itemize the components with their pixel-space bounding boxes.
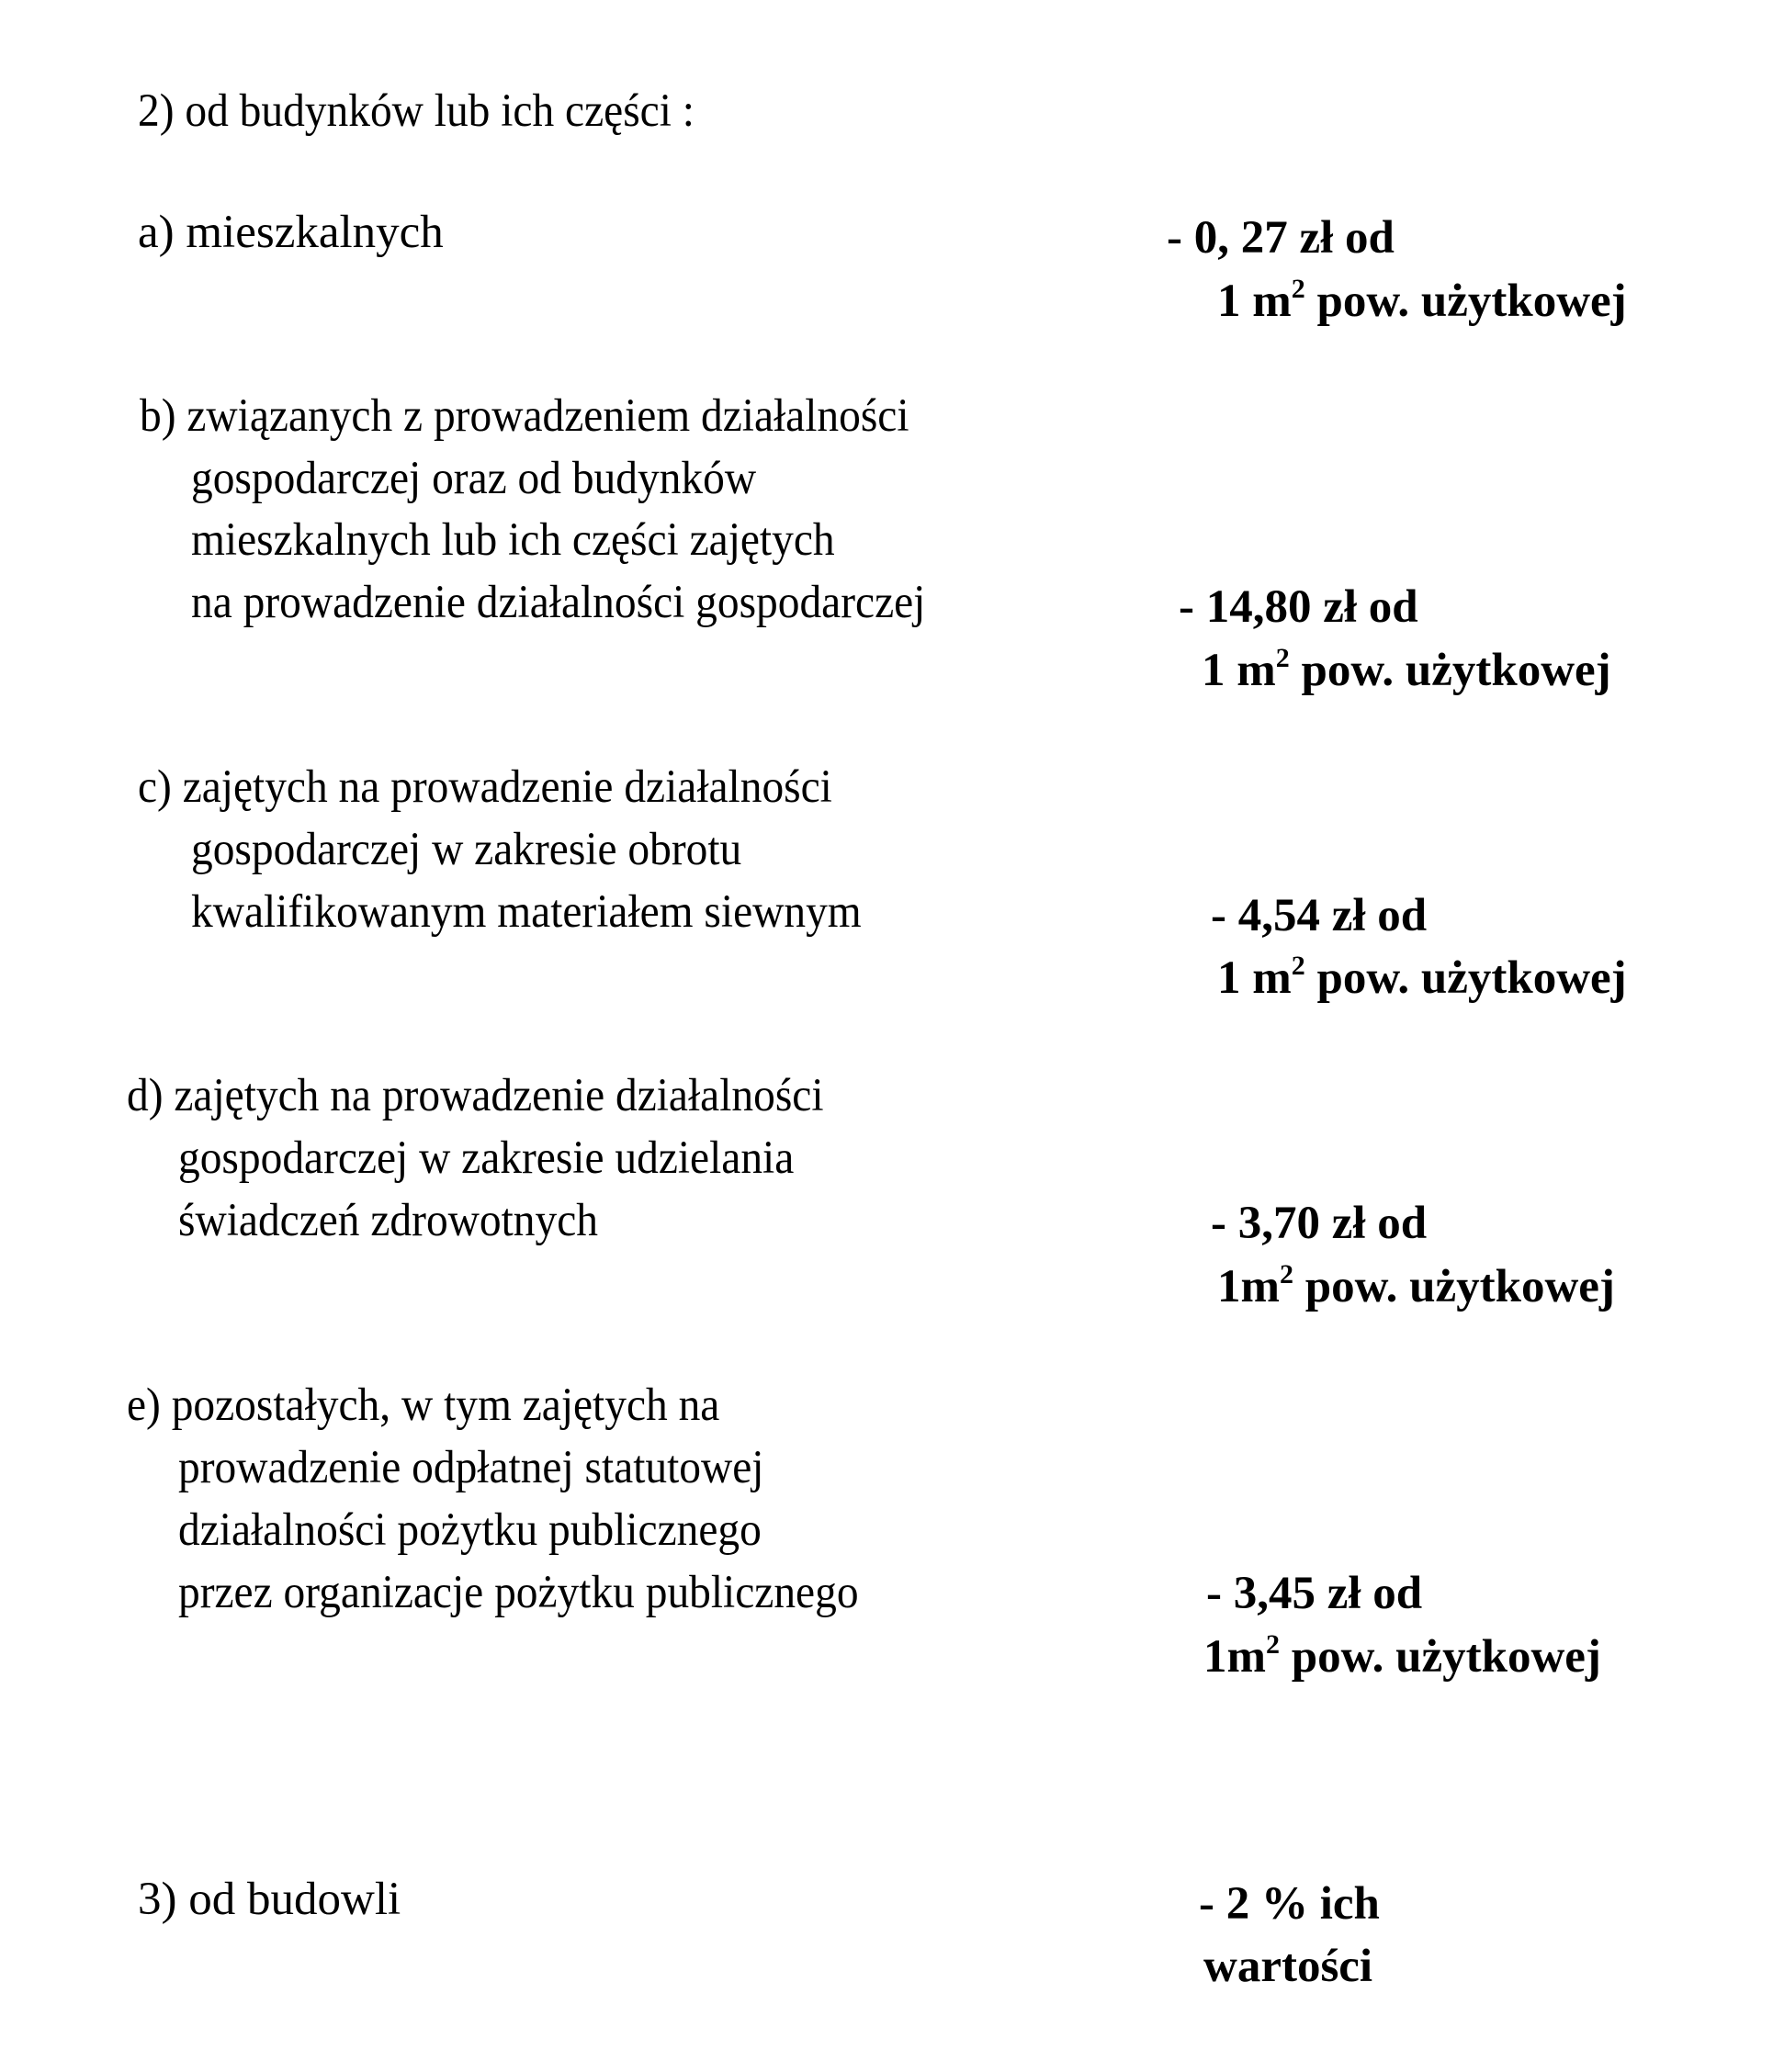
item-a-rate: - 0, 27 zł od xyxy=(1167,212,1395,264)
item-b-rate-unit: 1 $m^2$ pow. użytkowej xyxy=(1202,643,1611,696)
item-a-description: a) mieszkalnych xyxy=(138,207,444,258)
section-3-heading: 3) od budowli xyxy=(138,1874,401,1925)
item-c-description-line-2: gospodarczej w zakresie obrotu xyxy=(191,824,742,875)
item-d-rate: - 3,70 zł od xyxy=(1211,1198,1428,1249)
item-e-rate-unit: $1m^2$ pow. użytkowej xyxy=(1203,1629,1601,1683)
item-b-description-line-3: mieszkalnych lub ich części zajętych xyxy=(191,514,835,566)
section-3-rate-unit: wartości xyxy=(1203,1941,1373,1992)
item-e-description-line-2: prowadzenie odpłatnej statutowej xyxy=(178,1442,764,1493)
item-c-description-line-1: c) zajętych na prowadzenie działalności xyxy=(138,761,832,813)
item-c-rate: - 4,54 zł od xyxy=(1211,890,1428,941)
item-e-rate: - 3,45 zł od xyxy=(1206,1568,1423,1619)
item-b-description-line-1: b) związanych z prowadzeniem działalności xyxy=(140,390,909,442)
item-e-description-line-1: e) pozostałych, w tym zajętych na xyxy=(127,1379,720,1431)
item-d-description-line-1: d) zajętych na prowadzenie działalności xyxy=(127,1070,824,1121)
item-b-rate: - 14,80 zł od xyxy=(1179,581,1418,633)
item-c-rate-unit: 1 $m^2$ pow. użytkowej xyxy=(1217,951,1627,1004)
section-3-rate: - 2 % ich xyxy=(1199,1878,1380,1930)
item-a-rate-unit: 1 $m^2$ pow. użytkowej xyxy=(1217,274,1627,327)
item-d-rate-unit: $1m^2$ pow. użytkowej xyxy=(1217,1259,1615,1312)
section-2-heading: 2) od budynków lub ich części : xyxy=(138,85,695,137)
item-e-description-line-4: przez organizacje pożytku publicznego xyxy=(178,1567,859,1618)
item-d-description-line-2: gospodarczej w zakresie udzielania xyxy=(178,1132,795,1184)
item-b-description-line-2: gospodarczej oraz od budynków xyxy=(191,453,757,504)
item-e-description-line-3: działalności pożytku publicznego xyxy=(178,1504,762,1556)
item-d-description-line-3: świadczeń zdrowotnych xyxy=(178,1195,599,1246)
item-c-description-line-3: kwalifikowanym materiałem siewnym xyxy=(191,886,862,938)
item-b-description-line-4: na prowadzenie działalności gospodarczej xyxy=(191,577,926,628)
